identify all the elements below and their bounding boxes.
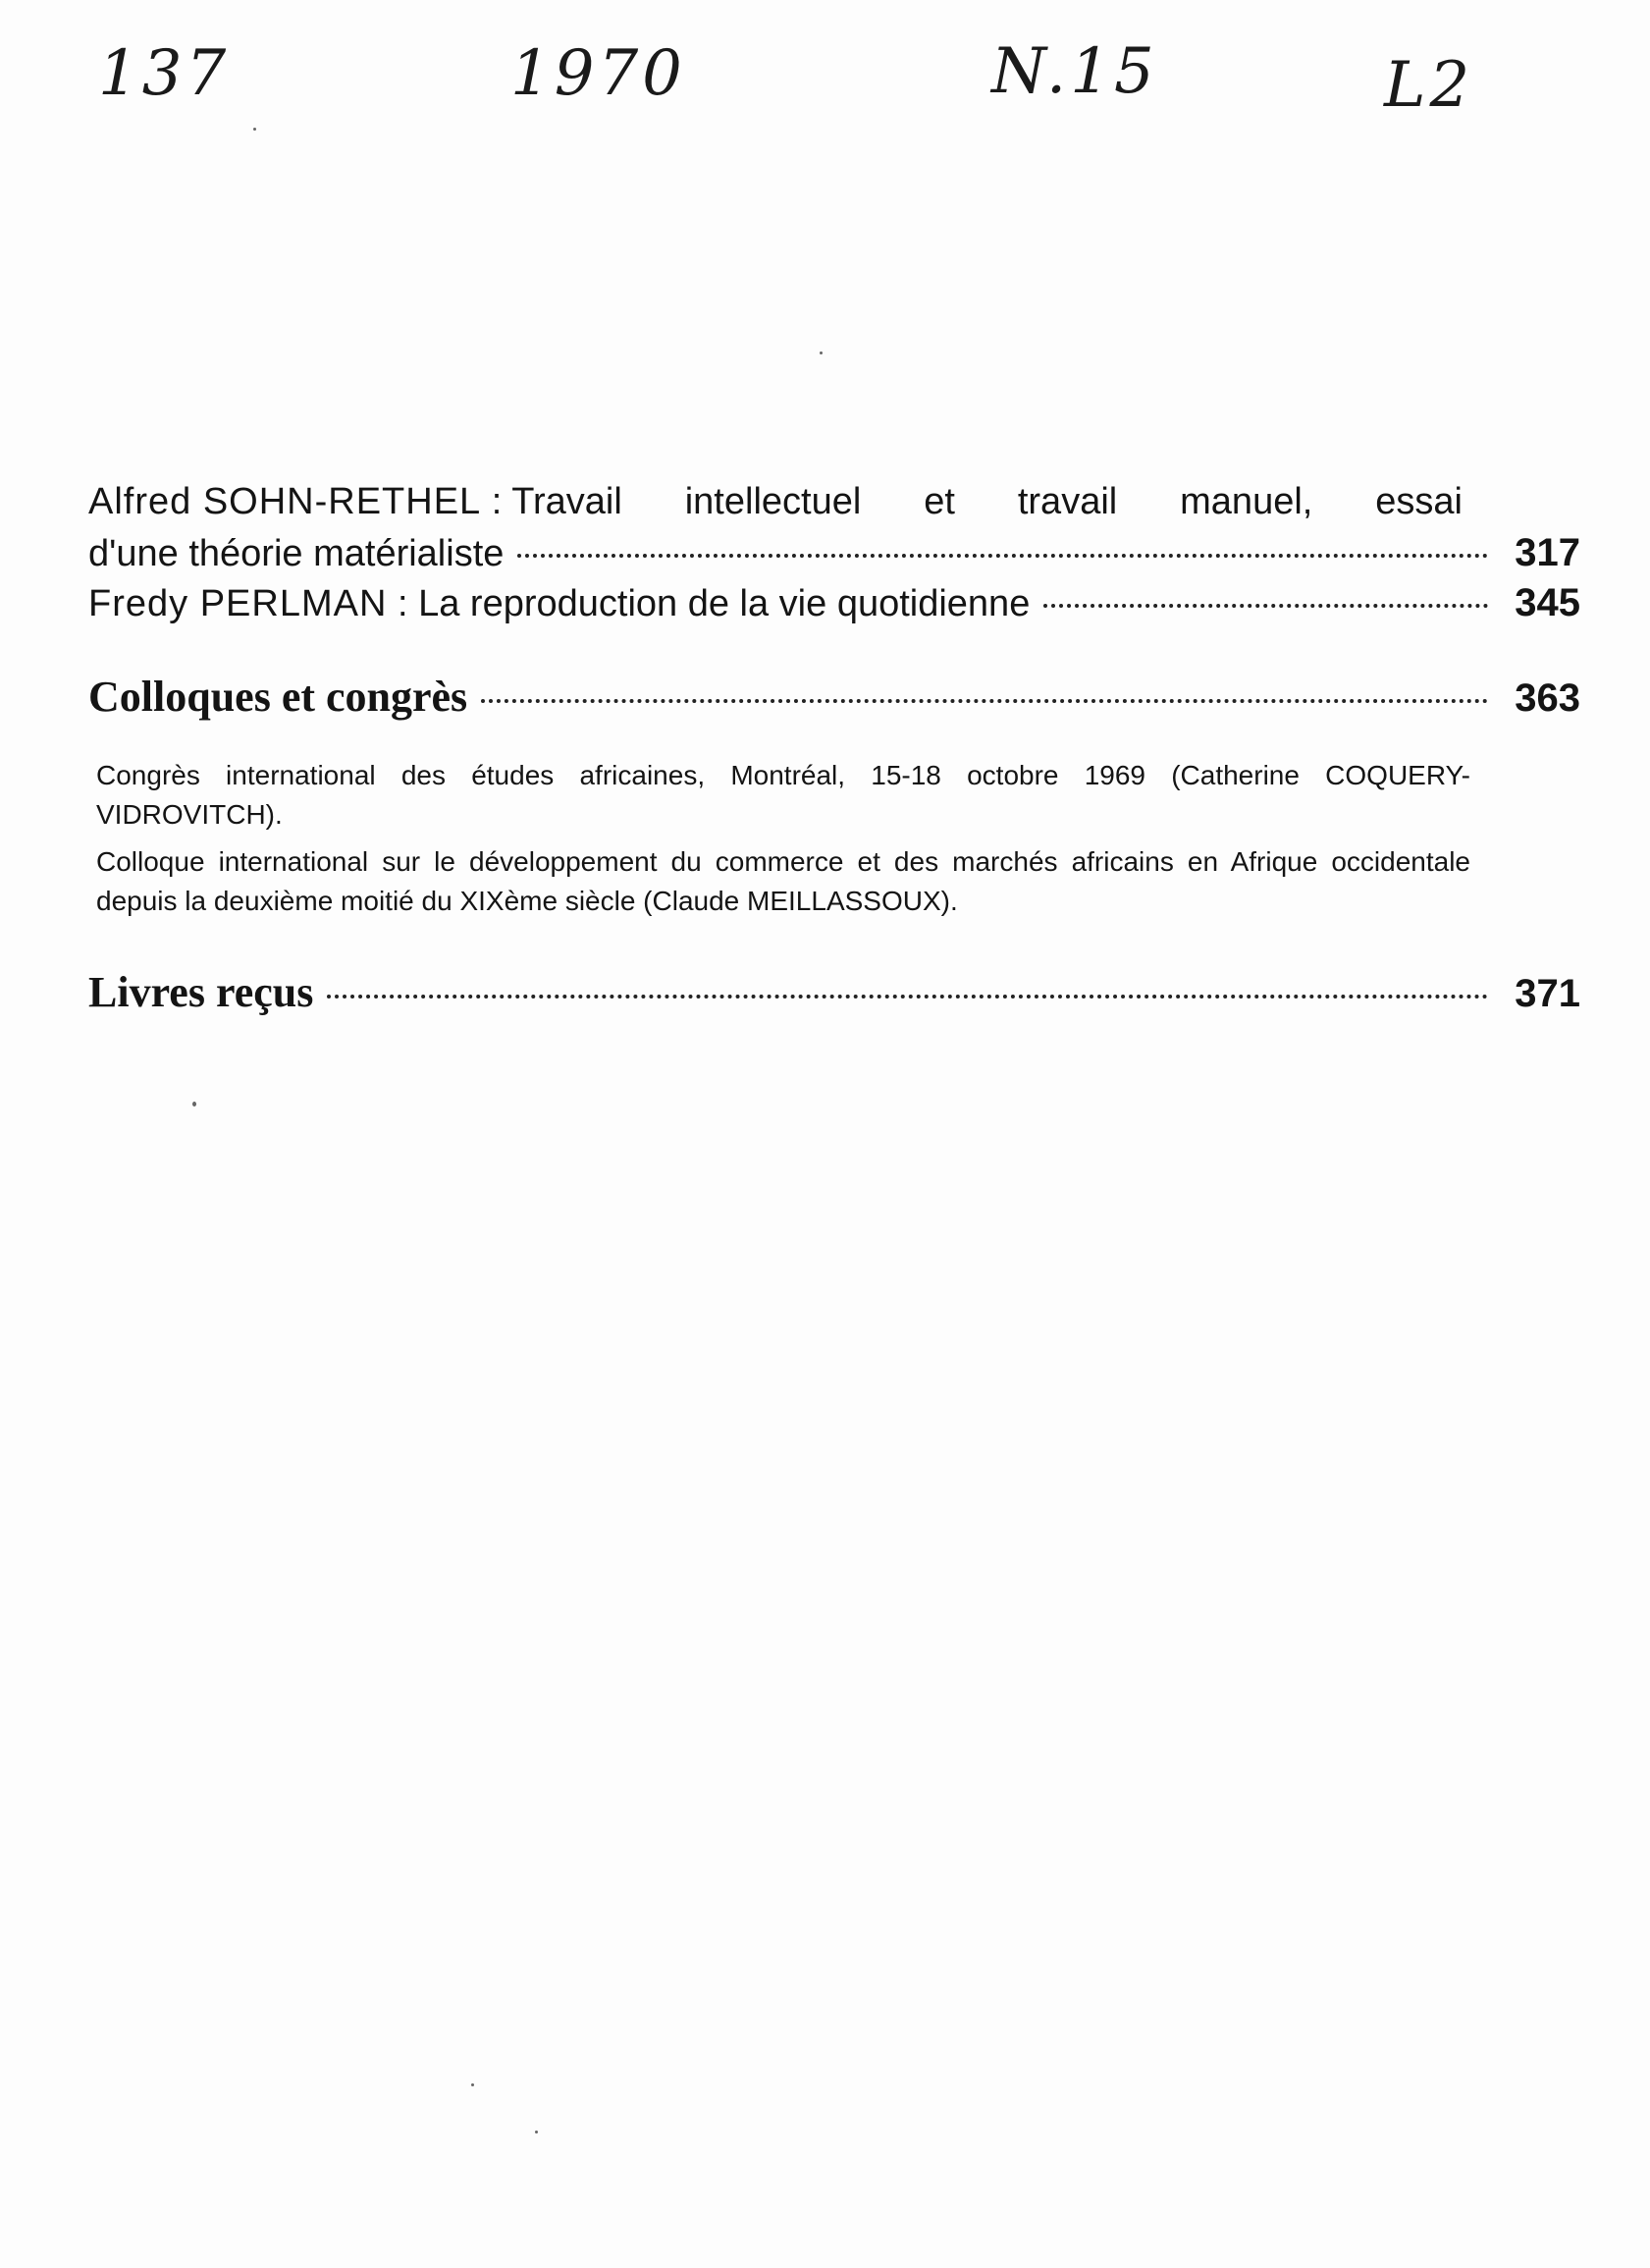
toc-section-livres	[88, 967, 1580, 1017]
page-number: 371	[1515, 972, 1580, 1015]
article-title: La reproduction de la vie quotidienne	[418, 583, 1031, 624]
author-name: Fredy PERLMAN	[88, 583, 388, 624]
note-paragraph: Congrès international des études africaines, Montréal, 15-18 octobre 1969 (Catherine COQUERY-VIDROVITCH).	[96, 760, 1470, 830]
title-word: et	[924, 481, 955, 522]
handwritten-mark: L2	[1384, 49, 1474, 122]
toc-section-colloques	[88, 672, 1580, 722]
separator: :	[387, 583, 419, 624]
toc-entry-line	[88, 577, 1580, 629]
page-number: 317	[1515, 531, 1580, 574]
scan-speck	[820, 351, 823, 354]
section-title: Livres reçus	[88, 968, 314, 1016]
colloques-notes	[96, 756, 1470, 929]
title-word: manuel,	[1180, 481, 1313, 522]
toc-entry-line	[88, 672, 1580, 722]
page-number: 363	[1515, 676, 1580, 720]
section-title: Colloques et congrès	[88, 673, 468, 721]
title-word: essai	[1375, 481, 1463, 522]
separator: :	[481, 481, 512, 522]
dot-leader	[517, 554, 1488, 558]
toc-entry-sohn-rethel	[88, 476, 1580, 579]
scan-speck	[192, 1102, 196, 1107]
article-title-continued: d'une théorie matérialiste	[88, 533, 505, 574]
toc-entry-line	[88, 967, 1580, 1017]
handwritten-year: 1970	[510, 37, 686, 110]
title-word: travail	[1017, 481, 1118, 522]
scan-speck	[253, 128, 256, 131]
dot-leader	[1043, 604, 1488, 608]
toc-entry-perlman	[88, 577, 1580, 629]
title-word: Travail	[511, 481, 622, 522]
page-number: 345	[1515, 581, 1580, 624]
author-and-title-start	[88, 476, 622, 527]
dot-leader	[327, 995, 1488, 999]
note-paragraph: Colloque international sur le développement du commerce et des marchés africains en Afrique occidentale depuis la deuxième moitié du XIXème siècle (Claude MEILLASSOUX).	[96, 846, 1470, 916]
toc-entry-line	[88, 476, 1463, 527]
title-word: intellectuel	[684, 481, 862, 522]
handwritten-issue: N.15	[991, 35, 1158, 108]
author-and-title	[88, 578, 1030, 629]
scan-speck	[471, 2083, 474, 2086]
scan-speck	[535, 2131, 538, 2133]
dot-leader	[481, 699, 1488, 703]
author-name: Alfred SOHN-RETHEL	[88, 481, 482, 522]
toc-entry-line	[88, 527, 1580, 579]
handwritten-number: 137	[98, 37, 231, 110]
